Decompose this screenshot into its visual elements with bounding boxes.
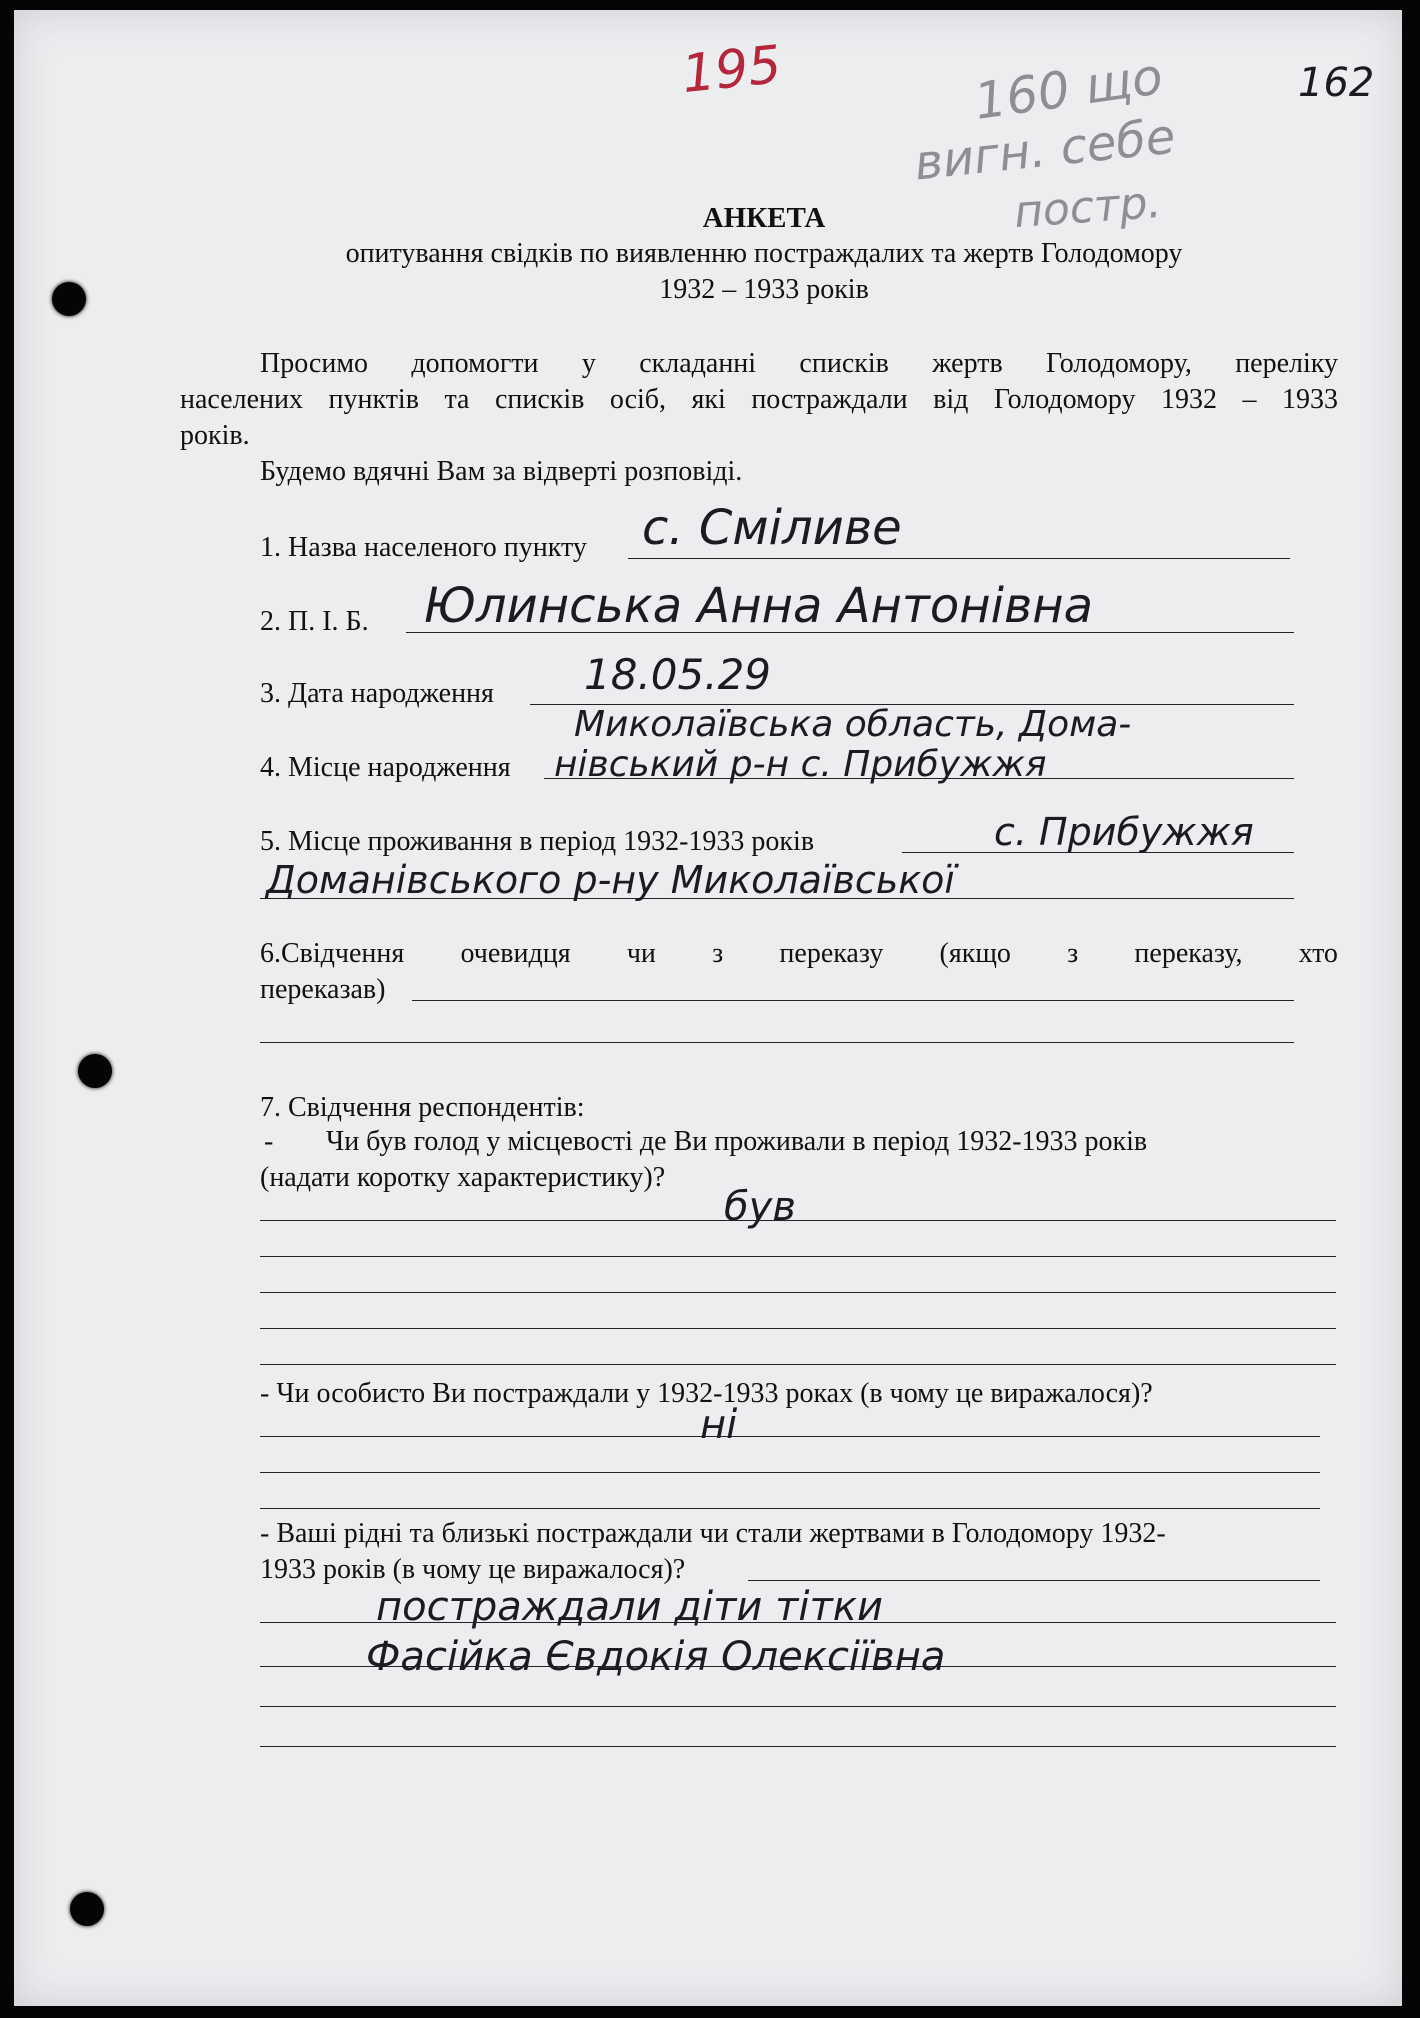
intro-word: які (691, 384, 726, 415)
intro-word: у (581, 348, 596, 379)
intro-word: переліку (1235, 348, 1338, 379)
intro-line-3: років. (180, 420, 250, 451)
label-word: очевидця (460, 938, 571, 969)
settlement-label: 1. Назва населеного пункту (260, 532, 587, 563)
label-word: переказу (779, 938, 884, 969)
q1-answer-line-5[interactable] (260, 1364, 1336, 1365)
birth-date-label: 3. Дата народження (260, 678, 494, 709)
intro-word: та (444, 384, 470, 415)
q2-answer-line-2[interactable] (260, 1472, 1320, 1473)
q3-answer-line-1[interactable] (260, 1622, 1336, 1623)
q2-answer-line-3[interactable] (260, 1508, 1320, 1509)
settlement-value[interactable]: с. Сміливе (642, 500, 902, 556)
question-1-answer[interactable]: був (724, 1184, 796, 1230)
intro-word: Голодомору (993, 384, 1136, 415)
form-subtitle-line-1: опитування свідків по виявленню постраждалих та жертв Голодомору (345, 238, 1183, 269)
intro-word: населених (180, 384, 303, 415)
intro-line-4: Будемо вдячні Вам за відверті розповіді. (260, 456, 743, 487)
q3-answer-line-2[interactable] (260, 1666, 1336, 1667)
birth-date-value[interactable]: 18.05.29 (584, 650, 772, 699)
q1-answer-line-1[interactable] (260, 1220, 1336, 1221)
pencil-note-line-2: вигн. себе (911, 108, 1178, 192)
q1-answer-line-3[interactable] (260, 1292, 1336, 1293)
intro-word: 1933 (1282, 384, 1338, 415)
testimony-type-label-line-2: переказав) (260, 974, 386, 1005)
q3-answer-line-4[interactable] (260, 1746, 1336, 1747)
label-word: переказу, (1134, 938, 1243, 969)
settlement-underline (628, 558, 1290, 559)
label-word: хто (1298, 938, 1338, 969)
intro-word: постраждали (751, 384, 908, 415)
question-2-answer[interactable]: ні (700, 1402, 738, 1448)
label-word: з (1067, 938, 1079, 969)
pencil-note-line-3: постр. (1012, 176, 1164, 239)
intro-word: – (1242, 384, 1257, 415)
residence-label: 5. Місце проживання в період 1932-1933 років (260, 826, 815, 857)
testimony-type-label-line-1 (260, 936, 1338, 972)
question-2-line-1: - Чи особисто Ви постраждали у 1932-1933 роках (в чому це виражалося)? (260, 1378, 1153, 1409)
label-word: (якщо (939, 938, 1011, 969)
archive-number-annotation: 195 (679, 34, 785, 106)
q1-answer-line-4[interactable] (260, 1328, 1336, 1329)
q3-inline-line[interactable] (748, 1580, 1320, 1581)
punch-hole-top (52, 282, 86, 316)
question-1-line-2: (надати коротку характеристику)? (260, 1162, 666, 1193)
intro-word: 1932 (1161, 384, 1217, 415)
intro-word: списків (799, 348, 889, 379)
page-number-annotation: 162 (1298, 60, 1375, 106)
intro-word: складанні (639, 348, 757, 379)
question-1-line-1: Чи був голод у місцевості де Ви проживали в період 1932-1933 років (326, 1126, 1148, 1157)
q3-answer-line-3[interactable] (260, 1706, 1336, 1707)
label-word: з (712, 938, 724, 969)
question-3-line-1: - Ваші рідні та близькі постраждали чи стали жертвами в Голодомору 1932- (260, 1518, 1166, 1549)
name-value[interactable]: Юлинська Анна Антонівна (424, 578, 1094, 634)
intro-word: списків (494, 384, 585, 415)
intro-word: пунктів (328, 384, 419, 415)
testimony-type-underline-1[interactable] (412, 1000, 1294, 1001)
form-title: АНКЕТА (702, 202, 826, 234)
birth-place-value-line-1[interactable]: Миколаївська область, Дома- (574, 704, 1132, 745)
form-subtitle-line-2: 1932 – 1933 років (659, 274, 869, 305)
intro-word: від (933, 384, 969, 415)
punch-hole-bottom (70, 1892, 104, 1926)
testimony-type-underline-2[interactable] (260, 1042, 1294, 1043)
birth-place-label: 4. Місце народження (260, 752, 511, 783)
punch-hole-middle (78, 1054, 112, 1088)
intro-line-1 (260, 346, 1338, 382)
question-1-dash: - (264, 1126, 274, 1157)
intro-word: Голодомору, (1046, 348, 1192, 379)
label-word: чи (626, 938, 656, 969)
residence-value-line-1[interactable]: с. Прибужжя (994, 810, 1254, 854)
residence-value-line-2[interactable]: Доманівського р-ну Миколаївської (266, 858, 955, 902)
name-label: 2. П. І. Б. (260, 606, 369, 637)
question-3-answer-line-2[interactable]: Фасійка Євдокія Олексіївна (366, 1634, 946, 1680)
intro-word: осіб, (609, 384, 667, 415)
intro-word: Просимо (260, 348, 369, 379)
document-sheet (14, 10, 1402, 2006)
intro-word: допомогти (411, 348, 539, 379)
question-3-line-2: 1933 років (в чому це виражалося)? (260, 1554, 686, 1585)
q1-answer-line-2[interactable] (260, 1256, 1336, 1257)
intro-word: жертв (932, 348, 1003, 379)
q2-answer-line-1[interactable] (260, 1436, 1320, 1437)
respondents-heading: 7. Свідчення респондентів: (260, 1092, 585, 1123)
birth-place-value-line-2[interactable]: нівський р-н с. Прибужжя (554, 744, 1047, 785)
pencil-note-line-1: 160 що (970, 47, 1167, 131)
question-3-answer-line-1[interactable]: постраждали діти тітки (376, 1584, 883, 1630)
label-word: 6.Свідчення (260, 938, 405, 969)
intro-line-2 (180, 382, 1338, 418)
